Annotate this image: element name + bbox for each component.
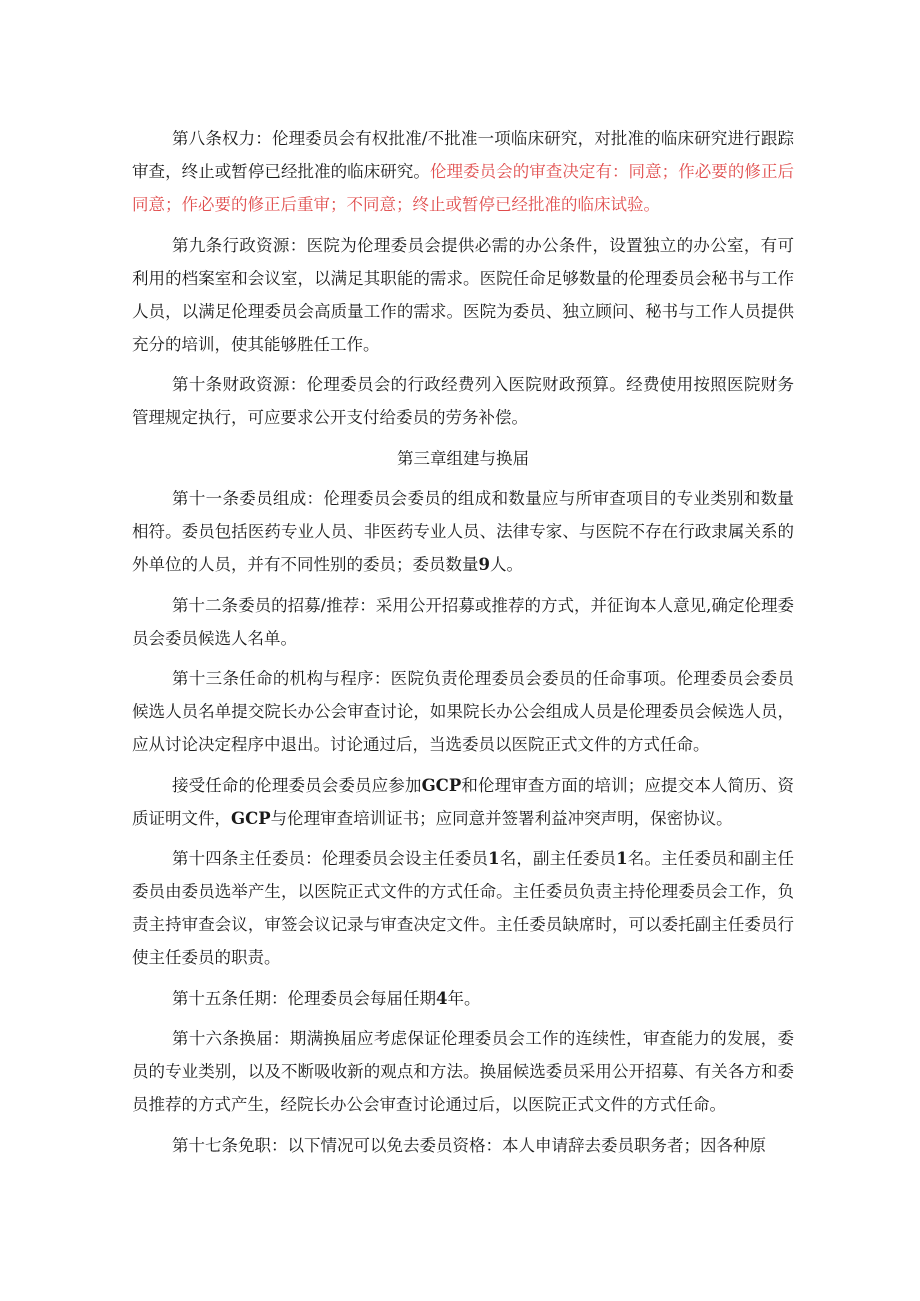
article-9-text: 医院为伦理委员会提供必需的办公条件，设置独立的办公室，有可利用的档案室和会议室，以满足其职能的需求。医院任命足够数量的伦理委员会秘书与工作人员，以满足伦理委员会高质量工作的需求。医院为委员、独立顾问、秘书与工作人员提供充分的培训，使其能够胜任工作。: [132, 235, 795, 354]
article-10: [132, 368, 794, 434]
article-9-title: 第九条行政资源：: [172, 235, 307, 255]
member-count: 9: [478, 555, 490, 574]
article-14-text-3: 名。主任委员和副主任委员由委员选举产生，以医院正式文件的方式任命。主任委员负责主持伦理委员会工作，负责主持审查会议，审签会议记录与审查决定文件。主任委员缺席时，可以委托副主任委员行使主任委员的职责。: [132, 849, 795, 967]
article-17: [132, 1129, 794, 1162]
article-10-title: 第十条财政资源：: [172, 375, 307, 394]
article-17-title: 第十七条免职：: [172, 1135, 288, 1155]
article-14: [132, 842, 794, 974]
article-15-text-1: 伦理委员会每届任期: [287, 988, 436, 1008]
training-text-2: 和伦理审查方面的培训；应提交本人简历、资质证明文件，: [132, 775, 795, 828]
gcp-term: GCP: [231, 808, 271, 828]
article-17-text: 以下情况可以免去委员资格：本人申请辞去委员职务者；因各种原: [287, 1135, 766, 1155]
chair-count: 1: [488, 849, 500, 868]
article-14-text-1: 伦理委员会设主任委员: [321, 849, 489, 868]
training-text-3: 与伦理审查培训证书；应同意并签署利益冲突声明，保密协议。: [270, 808, 733, 828]
article-13-text: 医院负责伦理委员会委员的任命事项。伦理委员会委员候选人员名单提交院长办公会审查讨论，如果院长办公会组成人员是伦理委员会候选人员，应从讨论决定程序中退出。讨论通过后，当选委员以医院正式文件的方式任命。: [132, 669, 795, 754]
article-8-highlight: 伦理委员会的审查决定有：同意；作必要的修正后同意；作必要的修正后重审；不同意；终止或暂停已经批准的临床试验。: [132, 162, 795, 214]
article-11-text-end: 人。: [489, 555, 523, 574]
article-12-title: 第十二条委员的招募/推荐：: [172, 595, 376, 615]
article-13-title: 第十三条任命的机构与程序：: [172, 669, 391, 688]
article-15-text-2: 年。: [447, 988, 481, 1008]
article-8-title: 第八条权力：: [172, 129, 272, 148]
article-14-title: 第十四条主任委员：: [172, 849, 322, 868]
article-15-title: 第十五条任期：: [172, 988, 288, 1008]
document-body: [132, 122, 794, 1169]
article-11-text: 伦理委员会委员的组成和数量应与所审查项目的专业类别和数量相符。委员包括医药专业人员、非医药专业人员、法律专家、与医院不存在行政隶属关系的外单位的人员，并有不同性别的委员；委员数量: [132, 489, 794, 574]
gcp-term: GCP: [421, 775, 462, 795]
article-11: [132, 482, 794, 581]
training-text-1: 接受任命的伦理委员会委员应参加: [172, 775, 422, 795]
article-11-title: 第十一条委员组成：: [172, 489, 324, 508]
article-13: [132, 662, 794, 761]
article-14-text-2: 名，副主任委员: [499, 849, 617, 868]
chapter-3-heading: 第三章组建与换届: [397, 448, 529, 468]
article-9: [132, 229, 794, 361]
term-years: 4: [436, 988, 448, 1008]
article-8: [132, 122, 794, 221]
appointment-training-paragraph: [132, 769, 794, 835]
article-8-text: 伦理委员会有权批准/不批准一项临床研究，对批准的临床研究进行跟踪审查，终止或暂停已经批准的临床研究。: [132, 129, 795, 181]
article-16: [132, 1022, 794, 1121]
article-10-text: 伦理委员会的行政经费列入医院财政预算。经费使用按照医院财务管理规定执行，可应要求公开支付给委员的劳务补偿。: [132, 375, 795, 427]
article-16-text: 期满换届应考虑保证伦理委员会工作的连续性，审查能力的发展，委员的专业类别，以及不断吸收新的观点和方法。换届候选委员采用公开招募、有关各方和委员推荐的方式产生，经院长办公会审查讨论通过后，以医院正式文件的方式任命。: [132, 1029, 795, 1114]
article-15: [132, 982, 794, 1015]
article-12: [132, 589, 794, 655]
article-16-title: 第十六条换届：: [172, 1029, 290, 1048]
article-12-text: 采用公开招募或推荐的方式，并征询本人意见,确定伦理委员会委员候选人名单。: [132, 595, 794, 648]
vice-chair-count: 1: [616, 849, 628, 868]
